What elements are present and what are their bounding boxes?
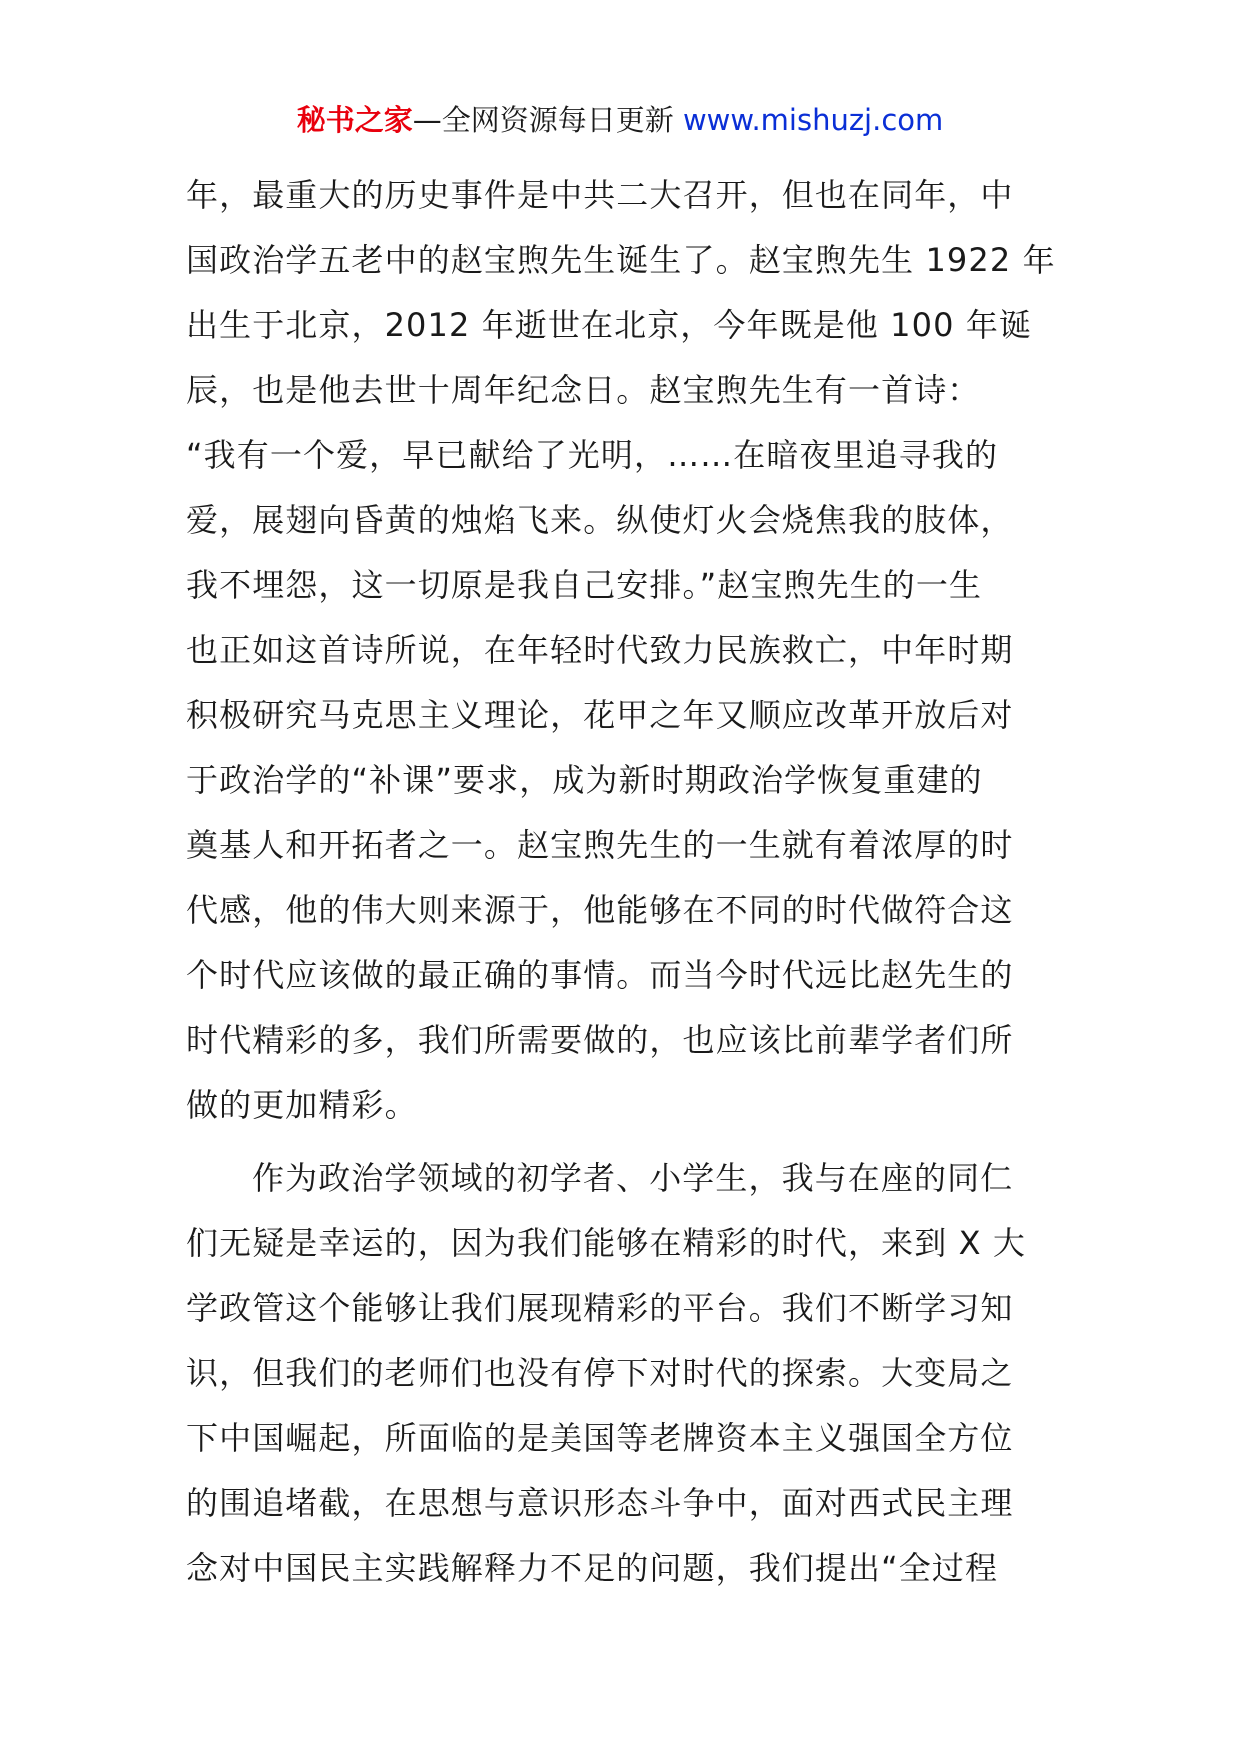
text-line: 辰，也是他去世十周年纪念日。赵宝煦先生有一首诗： <box>186 371 981 409</box>
text-line: 识，但我们的老师们也没有停下对时代的探索。大变局之 <box>186 1354 1014 1392</box>
paragraph <box>186 1146 1066 1601</box>
page-header <box>0 100 1240 140</box>
text-line: 下中国崛起，所面临的是美国等老牌资本主义强国全方位 <box>186 1419 1014 1457</box>
text-line: 奠基人和开拓者之一。赵宝煦先生的一生就有着浓厚的时 <box>186 826 1014 864</box>
text-line: 年，最重大的历史事件是中共二大召开，但也在同年，中 <box>186 176 1014 214</box>
text-line: 做的更加精彩。 <box>186 1086 418 1124</box>
document-body <box>186 163 1066 1601</box>
text-line: 代感，他的伟大则来源于，他能够在不同的时代做符合这 <box>186 891 1014 929</box>
text-line: 于政治学的“补课”要求，成为新时期政治学恢复重建的 <box>186 761 983 799</box>
text-line: 的围追堵截，在思想与意识形态斗争中，面对西式民主理 <box>186 1484 1014 1522</box>
text-line: 爱，展翅向昏黄的烛焰飞来。纵使灯火会烧焦我的肢体， <box>186 501 1014 539</box>
paragraph <box>186 163 1066 1138</box>
text-line: 积极研究马克思主义理论，花甲之年又顺应改革开放后对 <box>186 696 1014 734</box>
text-line: 时代精彩的多，我们所需要做的，也应该比前辈学者们所 <box>186 1021 1014 1059</box>
brand-name: 秘书之家 <box>296 103 413 137</box>
header-tagline: —全网资源每日更新 <box>412 103 683 137</box>
text-line: 学政管这个能够让我们展现精彩的平台。我们不断学习知 <box>186 1289 1014 1327</box>
text-line: 我不埋怨，这一切原是我自己安排。”赵宝煦先生的一生 <box>186 566 983 604</box>
text-line: “我有一个爱，早已献给了光明，……在暗夜里追寻我的 <box>186 436 999 474</box>
site-url-link[interactable]: www.mishuzj.com <box>682 103 944 137</box>
text-line: 国政治学五老中的赵宝煦先生诞生了。赵宝煦先生 1922 年 <box>186 241 1056 279</box>
text-line: 们无疑是幸运的，因为我们能够在精彩的时代，来到 X 大 <box>186 1224 1026 1262</box>
text-line: 作为政治学领域的初学者、小学生，我与在座的同仁 <box>252 1159 1014 1197</box>
text-line: 也正如这首诗所说，在年轻时代致力民族救亡，中年时期 <box>186 631 1014 669</box>
text-line: 出生于北京，2012 年逝世在北京，今年既是他 100 年诞 <box>186 306 1033 344</box>
text-line: 念对中国民主实践解释力不足的问题，我们提出“全过程 <box>186 1549 999 1587</box>
paragraph-gap <box>186 1138 1066 1146</box>
text-line: 个时代应该做的最正确的事情。而当今时代远比赵先生的 <box>186 956 1014 994</box>
